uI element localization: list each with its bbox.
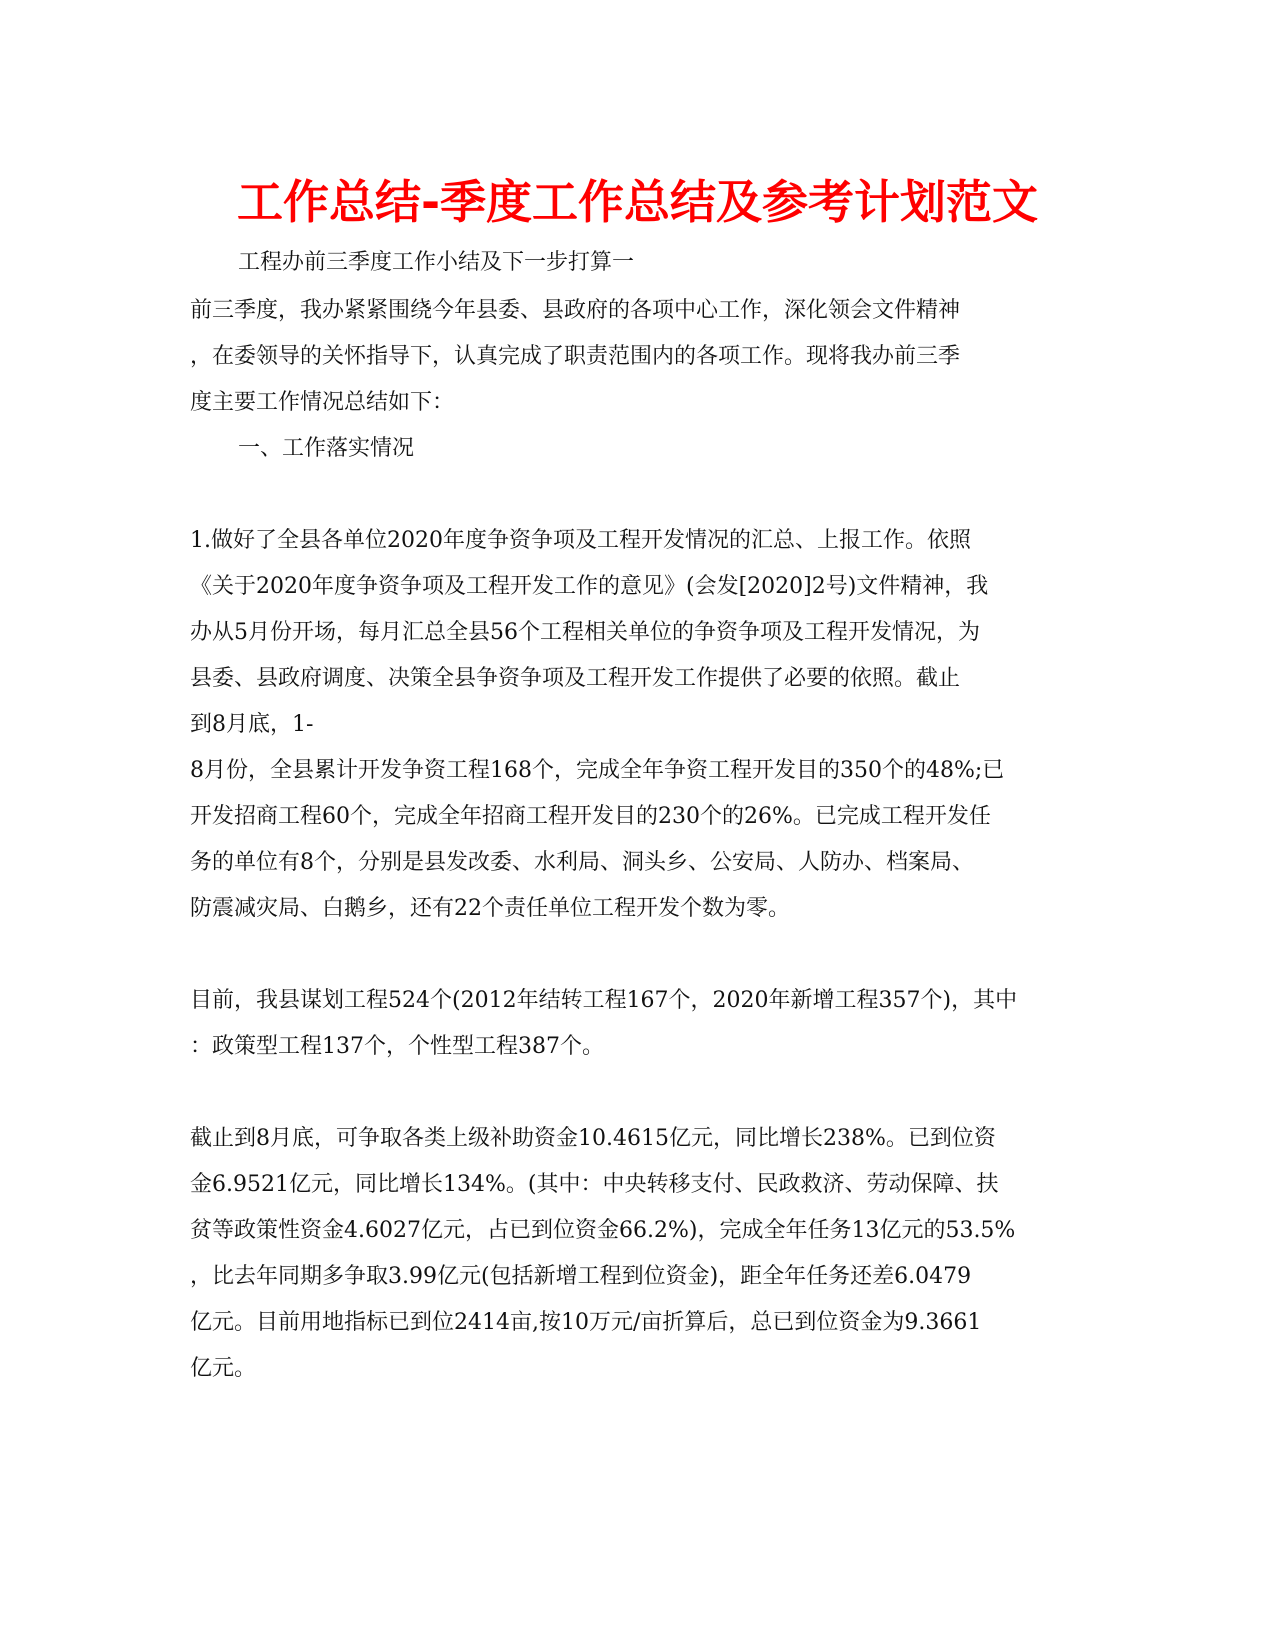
paragraph-line: 金6.9521亿元，同比增长134%。(其中：中央转移支付、民政救济、劳动保障、扶 xyxy=(190,1172,999,1197)
paragraph-line: 1.做好了全县各单位2020年度争资争项及工程开发情况的汇总、上报工作。依照 xyxy=(190,528,971,553)
paragraph-line: 目前，我县谋划工程524个(2012年结转工程167个，2020年新增工程357个)，其中 xyxy=(190,988,1018,1013)
document-title: 工作总结-季度工作总结及参考计划范文 xyxy=(236,175,1039,229)
paragraph-line: 贫等政策性资金4.6027亿元，占已到位资金66.2%)，完成全年任务13亿元的53.5% xyxy=(190,1218,1016,1243)
paragraph-line: 亿元。目前用地指标已到位2414亩,按10万元/亩折算后，总已到位资金为9.3661 xyxy=(190,1310,982,1335)
paragraph-line: 开发招商工程60个，完成全年招商工程开发目的230个的26%。已完成工程开发任 xyxy=(190,804,991,829)
paragraph-line: ，在委领导的关怀指导下，认真完成了职责范围内的各项工作。现将我办前三季 xyxy=(190,344,961,369)
paragraph-line: 务的单位有8个，分别是县发改委、水利局、洞头乡、公安局、人防办、档案局、 xyxy=(190,850,974,875)
paragraph-line: 防震减灾局、白鹅乡，还有22个责任单位工程开发个数为零。 xyxy=(190,896,790,921)
paragraph-line: 度主要工作情况总结如下： xyxy=(190,390,455,415)
paragraph-line: 前三季度，我办紧紧围绕今年县委、县政府的各项中心工作，深化领会文件精神 xyxy=(190,298,961,323)
paragraph-line: 到8月底，1- xyxy=(190,712,314,737)
paragraph-line: 截止到8月底，可争取各类上级补助资金10.4615亿元，同比增长238%。已到位资 xyxy=(190,1126,996,1151)
paragraph-line: 《关于2020年度争资争项及工程开发工作的意见》(会发[2020]2号)文件精神，我 xyxy=(190,574,989,599)
paragraph-line: ：政策型工程137个，个性型工程387个。 xyxy=(190,1034,604,1059)
subtitle-line: 工程办前三季度工作小结及下一步打算一 xyxy=(238,250,635,275)
paragraph-line: ，比去年同期多争取3.99亿元(包括新增工程到位资金)，距全年任务还差6.0479 xyxy=(190,1264,972,1289)
section-heading: 一、工作落实情况 xyxy=(238,436,415,461)
paragraph-line: 亿元。 xyxy=(190,1356,257,1381)
paragraph-line: 办从5月份开场，每月汇总全县56个工程相关单位的争资争项及工程开发情况，为 xyxy=(190,620,980,645)
paragraph-line: 8月份，全县累计开发争资工程168个，完成全年争资工程开发目的350个的48%;已 xyxy=(190,758,1005,783)
paragraph-line: 县委、县政府调度、决策全县争资争项及工程开发工作提供了必要的依照。截止 xyxy=(190,666,961,691)
